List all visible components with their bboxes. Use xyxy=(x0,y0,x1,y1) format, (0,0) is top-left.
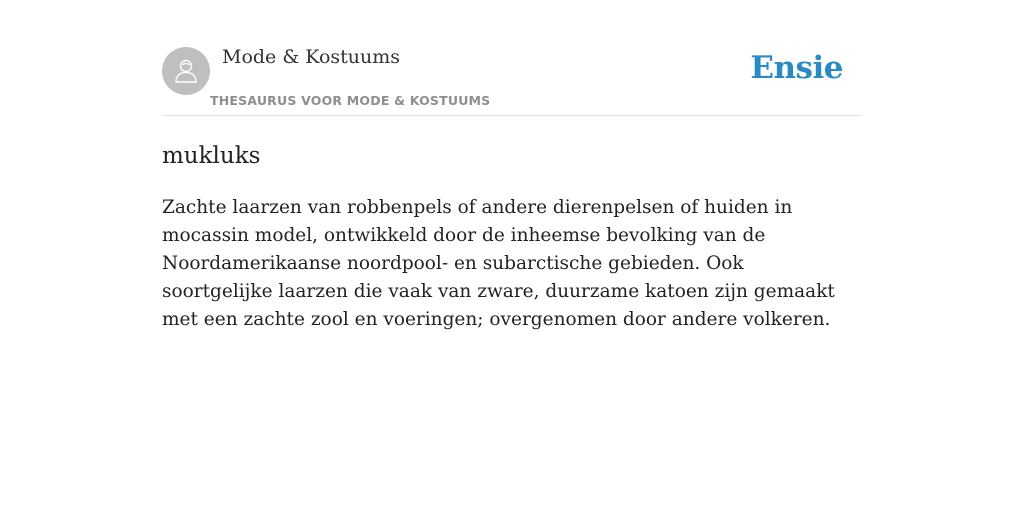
site-title[interactable]: Mode & Kostuums xyxy=(222,46,401,68)
entry-term: mukluks xyxy=(162,143,261,169)
user-silhouette-icon xyxy=(171,56,201,86)
brand-logo-link[interactable]: Ensie xyxy=(750,50,843,86)
avatar[interactable] xyxy=(162,47,210,95)
page-container xyxy=(162,0,862,334)
site-subtitle: THESAURUS VOOR MODE & KOSTUUMS xyxy=(210,93,491,108)
site-header xyxy=(162,0,862,116)
entry-definition: Zachte laarzen van robbenpels of andere dierenpelsen of huiden in mocassin model, ontwikkeld door de inheemse bevolking van de Noordamerikaanse noordpool- en subarctische gebieden. Ook soortgelijke laarzen die vaak van zware, duurzame katoen zijn gemaakt met een zachte zool en voeringen; overgenomen door andere volkeren. xyxy=(162,197,835,330)
